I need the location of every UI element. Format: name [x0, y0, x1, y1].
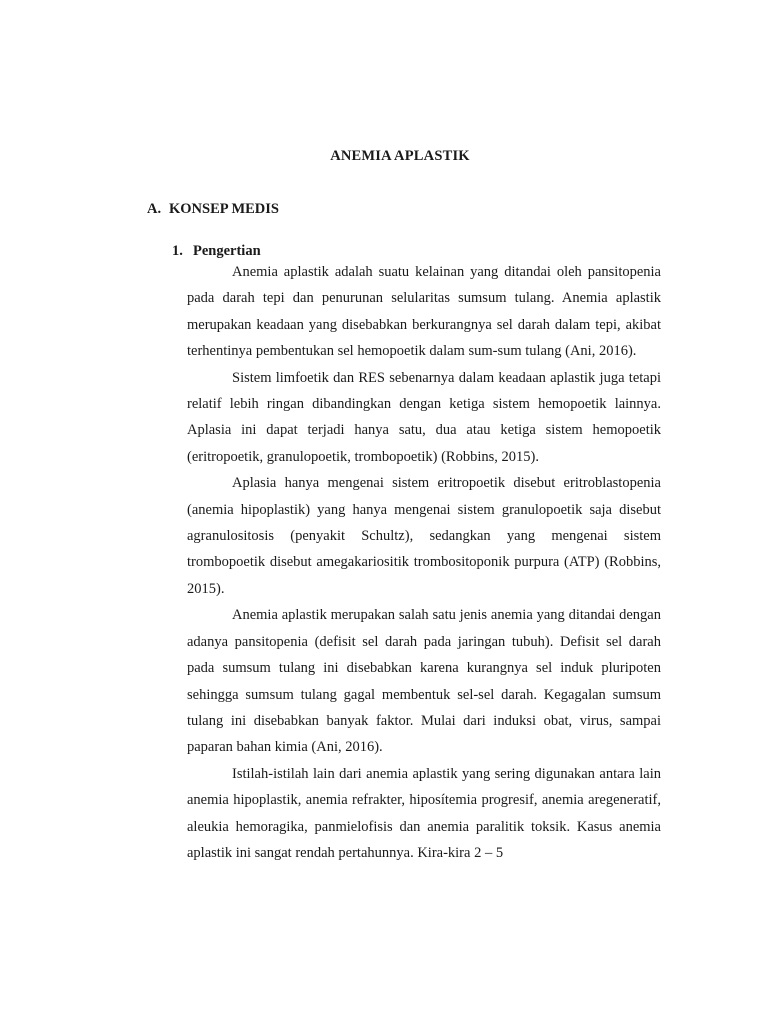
subsection-heading [172, 243, 261, 260]
subsection-heading-text: Pengertian [193, 243, 261, 259]
paragraph: Istilah-istilah lain dari anemia aplastik yang sering digunakan antara lain anemia hipoplastik, anemia refrakter, hiposítemia progresif, anemia aregeneratif, aleukia hemoragika, panmielofisis dan anemia paralitik toksik. Kasus anemia aplastik ini sangat rendah pertahunnya. Kira-kira 2 – 5 [187, 765, 661, 861]
paragraph: Aplasia hanya mengenai sistem eritropoetik disebut eritroblastopenia (anemia hipoplastik) yang hanya mengenai sistem granulopoetik saja disebut agranulositosis (penyakit Schultz), sedangkan yang mengenai sistem trombopoetik disebut amegakariositik trombositoponik purpura (ATP) (Robbins, 2015). [187, 475, 661, 597]
paragraph: Anemia aplastik adalah suatu kelainan yang ditandai oleh pansitopenia pada darah tepi dan penurunan selularitas sumsum tulang. Anemia aplastik merupakan keadaan yang disebabkan berkurangnya sel darah dalam tepi, akibat terhentinya pembentukan sel hemopoetik dalam sum-sum tulang (Ani, 2016). [187, 264, 661, 360]
section-heading-text: KONSEP MEDIS [169, 201, 279, 217]
paragraph: Sistem limfoetik dan RES sebenarnya dalam keadaan aplastik juga tetapi relatif lebih ringan dibandingkan dengan ketiga sistem hemopoetik lainnya. Aplasia ini dapat terjadi hanya satu, dua atau ketiga sistem hemopoetik (eritropoetik, granulopoetik, trombopoetik) (Robbins, 2015). [187, 369, 661, 465]
section-marker: A. [147, 201, 162, 217]
document-title: ANEMIA APLASTIK [330, 148, 470, 164]
body-text [187, 259, 661, 866]
paragraph: Anemia aplastik merupakan salah satu jenis anemia yang ditandai dengan adanya pansitopenia (defisit sel darah pada jaringan tubuh). Defisit sel darah pada sumsum tulang ini disebabkan karena kurangnya sel induk pluripoten sehingga sumsum tulang gagal membentuk sel-sel darah. Kegagalan sumsum tulang ini disebabkan banyak faktor. Mulai dari induksi obat, virus, sampai paparan bahan kimia (Ani, 2016). [187, 607, 661, 756]
subsection-marker: 1. [172, 243, 183, 259]
section-heading [147, 201, 279, 218]
